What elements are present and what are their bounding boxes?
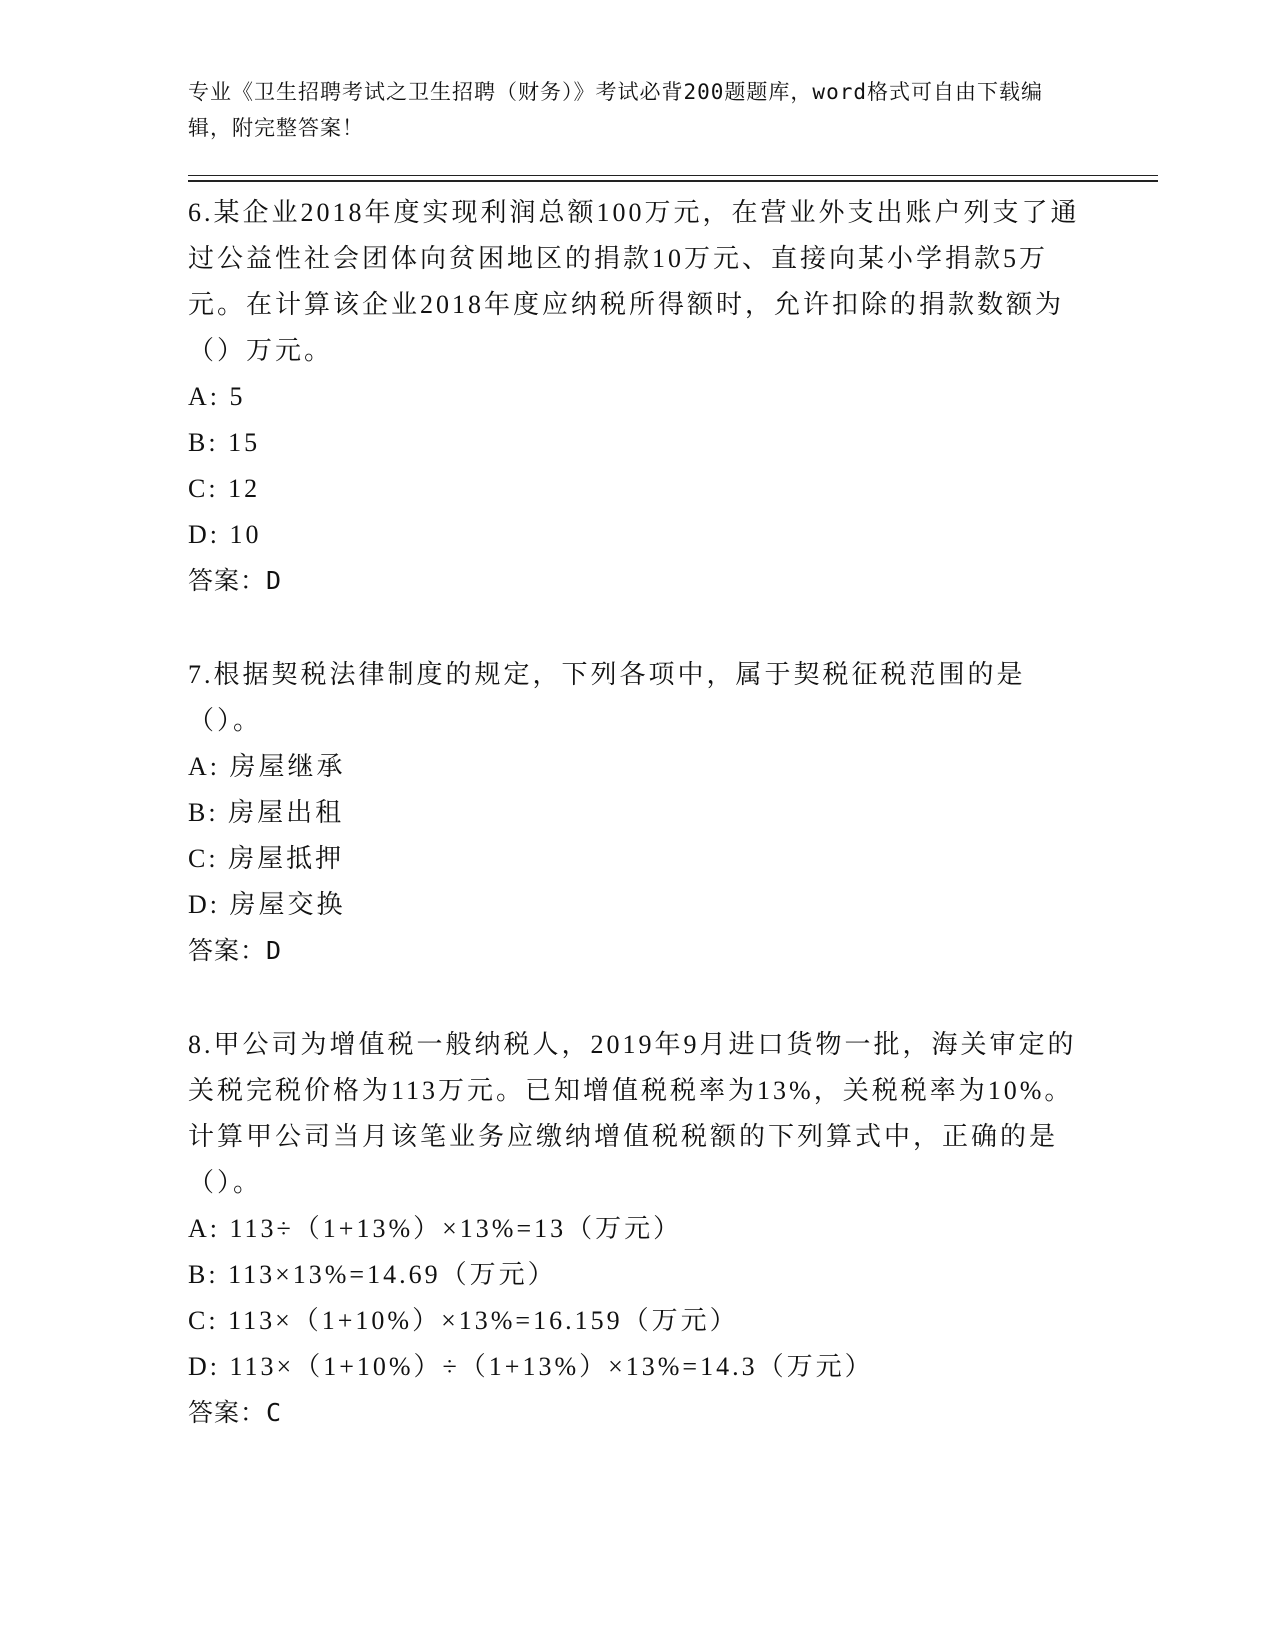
question-8 (188, 1022, 1088, 1436)
question-text: 6.某企业2018年度实现利润总额100万元，在营业外支出账户列支了通过公益性社会团体向贫困地区的捐款10万元、直接向某小学捐款5万元。在计算该企业2018年度应纳税所得额时，允许扣除的捐款数额为（）万元。 (188, 198, 1080, 365)
question-text: 8.甲公司为增值税一般纳税人，2019年9月进口货物一批，海关审定的关税完税价格为113万元。已知增值税税率为13%，关税税率为10%。计算甲公司当月该笔业务应缴纳增值税税额的下列算式中，正确的是（）。 (188, 1030, 1077, 1197)
question-list (188, 190, 1088, 1484)
option-c: C: 12 (188, 474, 261, 503)
header-divider-thick (188, 180, 1158, 182)
option-d: D: 10 (188, 520, 262, 549)
option-b: B: 113×13%=14.69（万元） (188, 1260, 557, 1289)
option-a: A: 113÷（1+13%）×13%=13（万元） (188, 1214, 683, 1243)
question-text: 7.根据契税法律制度的规定，下列各项中，属于契税征税范围的是（）。 (188, 660, 1026, 735)
option-a: A: 5 (188, 382, 246, 411)
option-c: C: 房屋抵押 (188, 844, 345, 873)
option-d: D: 113×（1+10%）÷（1+13%）×13%=14.3（万元） (188, 1352, 874, 1381)
option-a: A: 房屋继承 (188, 752, 346, 781)
answer-line: 答案：D (188, 936, 283, 965)
option-c: C: 113×（1+10%）×13%=16.159（万元） (188, 1306, 739, 1335)
option-b: B: 房屋出租 (188, 798, 345, 827)
header-divider-thin (188, 175, 1158, 176)
option-d: D: 房屋交换 (188, 890, 346, 919)
option-b: B: 15 (188, 428, 261, 457)
answer-line: 答案：D (188, 566, 283, 595)
question-6 (188, 190, 1088, 604)
answer-line: 答案：C (188, 1398, 283, 1427)
question-7 (188, 652, 1088, 974)
document-header: 专业《卫生招聘考试之卫生招聘（财务）》考试必背200题题库，word格式可自由下载编辑，附完整答案！ (188, 80, 1043, 140)
